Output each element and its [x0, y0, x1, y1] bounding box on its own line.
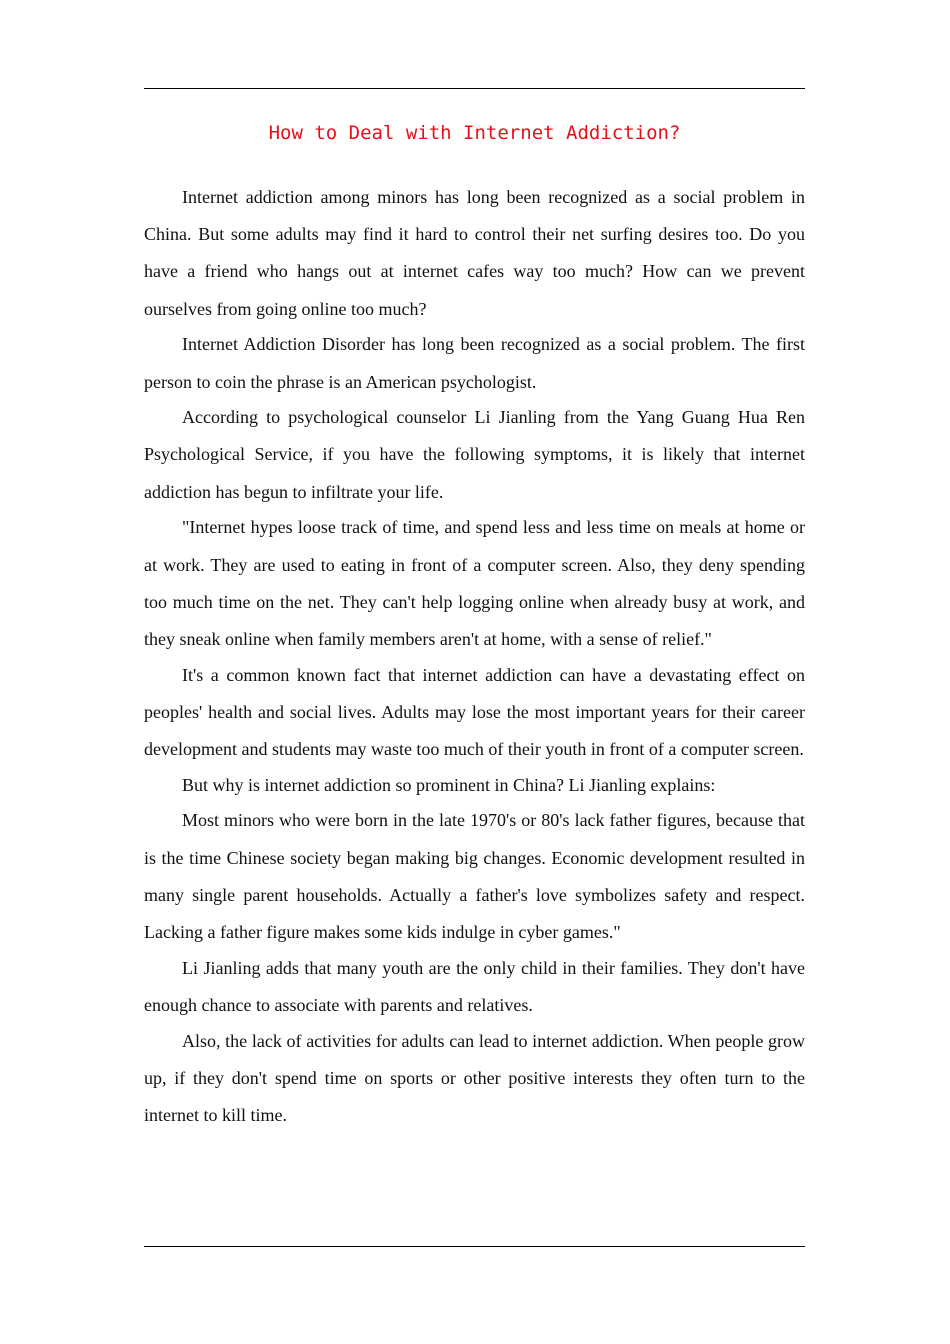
- paragraph: Internet addiction among minors has long been recognized as a social problem in China. But some adults may find it hard to control their net surfing desires too. Do you have a friend who hangs out at internet cafes way too much? How can we prevent ourselves from going online too much?: [144, 187, 805, 319]
- paragraph: "Internet hypes loose track of time, and spend less and less time on meals at home or at work. They are used to eating in front of a computer screen. Also, they deny spending too much time on the net. They can't help logging online when already busy at work, and they sneak online when family members aren't at home, with a sense of relief.": [144, 517, 805, 649]
- paragraph: According to psychological counselor Li Jianling from the Yang Guang Hua Ren Psychological Service, if you have the following symptoms, it is likely that internet addiction has begun to infiltrate your life.: [144, 407, 805, 502]
- article-body: [144, 179, 805, 1133]
- paragraph: Most minors who were born in the late 1970's or 80's lack father figures, because that is the time Chinese society began making big changes. Economic development resulted in many single parent households. Actually a father's love symbolizes safety and respect. Lacking a father figure makes some kids indulge in cyber games.": [144, 810, 805, 943]
- paragraph: Internet Addiction Disorder has long been recognized as a social problem. The first person to coin the phrase is an American psychologist.: [144, 334, 805, 392]
- paragraph: Li Jianling adds that many youth are the only child in their families. They don't have enough chance to associate with parents and relatives.: [144, 957, 805, 1015]
- paragraph: Also, the lack of activities for adults can lead to internet addiction. When people grow up, if they don't spend time on sports or other positive interests they often turn to the internet to kill time.: [144, 1030, 805, 1126]
- footer-divider: [144, 1246, 805, 1247]
- header-divider: [144, 88, 805, 89]
- document-title: How to Deal with Internet Addiction?: [268, 122, 681, 144]
- paragraph: It's a common known fact that internet addiction can have a devastating effect on peoples' health and social lives. Adults may lose the most important years for their career development and students may waste too much of their youth in front of a computer screen.: [144, 664, 805, 760]
- paragraph: But why is internet addiction so prominent in China? Li Jianling explains:: [182, 774, 716, 795]
